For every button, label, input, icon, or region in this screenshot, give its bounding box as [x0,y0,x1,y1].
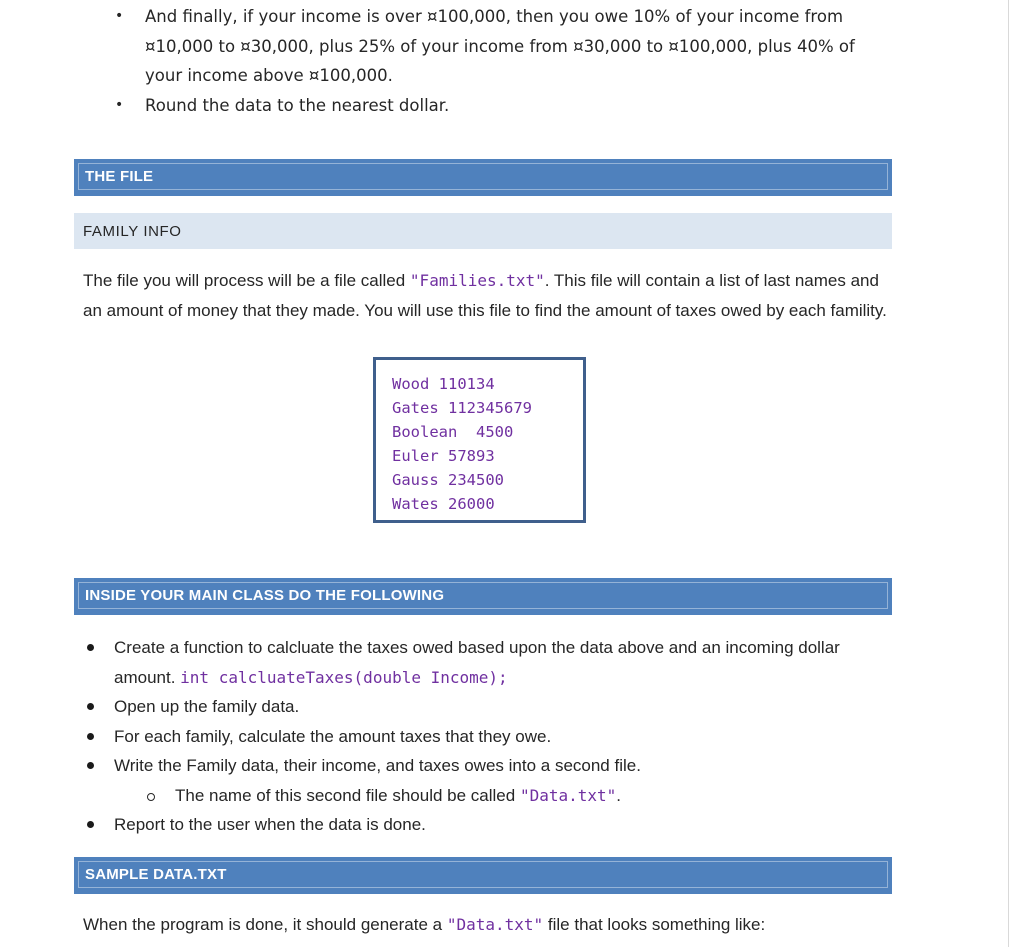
section-heading-text: SAMPLE DATA.TXT [85,866,227,883]
paragraph-text: . This file will contain a list of last names and an amount of money that they made. You will use this file to find the amount of taxes owed by each famility. [83,271,887,320]
section-heading-text: THE FILE [85,168,154,185]
section-heading-the-file [74,159,892,196]
list-item-text: The name of this second file should be called [175,785,520,805]
subsection-heading-text: FAMILY INFO [83,222,182,240]
file-description-paragraph [83,266,888,325]
section-heading-sample-data [74,857,892,894]
list-item-text: And finally, if your income is over ¤100,000, then you owe 10% of your income from ¤10,000 to ¤30,000, plus 25% of your income from ¤30,000 to ¤100,000, plus 40% of your income above ¤100,000. [145,7,855,85]
paragraph-text: When the program is done, it should generate a [83,915,447,934]
bullet-icon [87,821,94,828]
list-item-text: Create a function to calcluate the taxes owed based upon the data above and an incoming dollar amount. [114,638,840,687]
list-item-text: For each family, calculate the amount taxes that they owe. [114,726,552,746]
bullet-icon [87,762,94,769]
main-class-steps-list [83,633,888,840]
filename-code: "Families.txt" [409,271,545,290]
file-line: Boolean 4500 [392,423,514,441]
file-line: Wood 110134 [392,375,495,393]
bullet-icon: • [115,8,124,24]
file-line: Gates 112345679 [392,399,532,417]
sample-description-paragraph [83,910,888,940]
page-edge-rule [1008,0,1009,947]
hollow-bullet-icon [147,793,155,801]
tax-rules-list [110,2,890,120]
section-heading-main-class [74,578,892,615]
list-item [83,633,888,692]
list-item-text: . [616,785,621,805]
subsection-heading-family-info [74,213,892,249]
list-item [110,2,890,91]
filename-code: "Data.txt" [519,785,617,805]
list-item-text: Open up the family data. [114,697,300,716]
paragraph-text: The file you will process will be a file called [83,271,410,290]
list-item-text: Round the data to the nearest dollar. [145,95,450,115]
section-heading-text: INSIDE YOUR MAIN CLASS DO THE FOLLOWING [85,587,445,604]
bullet-icon [87,644,94,651]
file-line: Wates 26000 [392,495,495,513]
list-item-text: Report to the user when the data is done. [114,815,426,834]
function-signature-code: int calcluateTaxes(double Income); [180,667,508,687]
list-item [83,692,888,722]
list-item-text: Write the Family data, their income, and taxes owes into a second file. [114,756,641,775]
file-line: Gauss 234500 [392,471,504,489]
file-line: Euler 57893 [392,447,495,465]
bullet-icon: • [115,96,124,113]
filename-code: "Data.txt" [446,915,544,934]
bullet-icon [87,703,94,710]
sub-list-item [83,781,888,811]
paragraph-text: file that looks something like: [543,915,766,934]
list-item [83,751,888,781]
list-item [83,722,888,752]
families-file-sample [373,357,586,523]
list-item [110,91,890,121]
bullet-icon [87,733,94,740]
list-item [83,810,888,840]
